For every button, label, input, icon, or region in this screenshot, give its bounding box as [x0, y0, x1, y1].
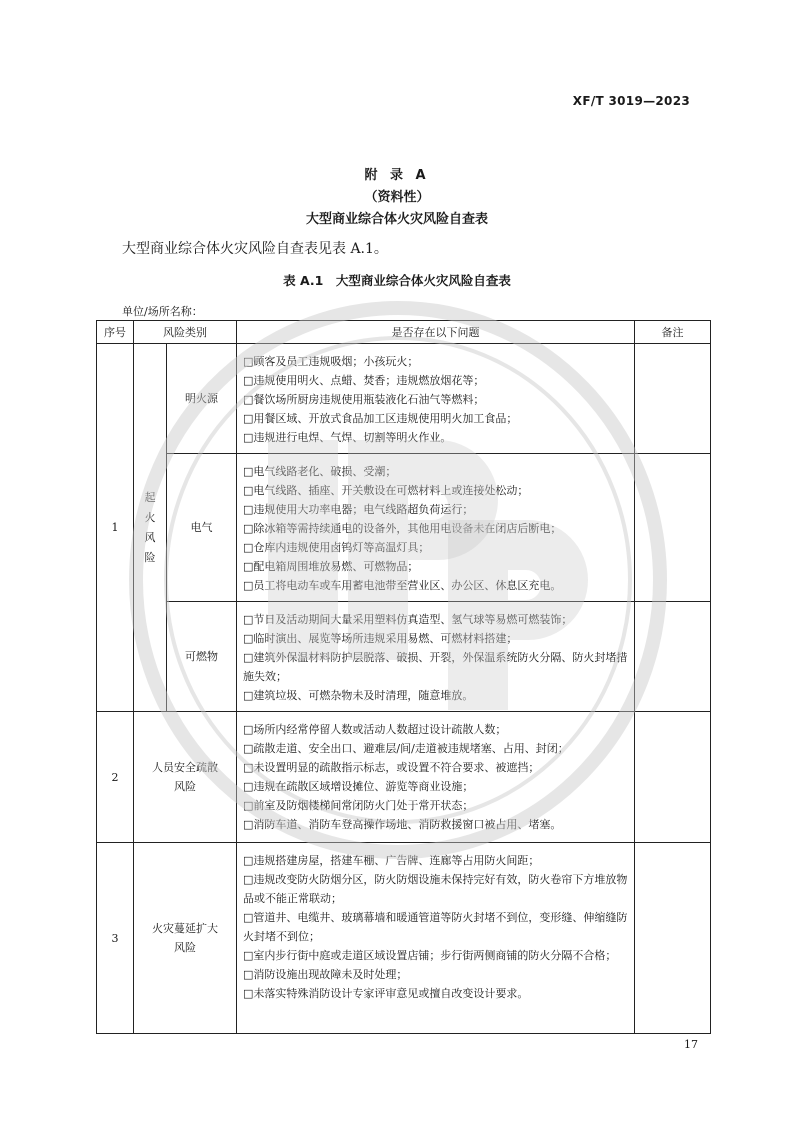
- category-line: 人员安全疏散: [152, 761, 218, 774]
- checklist-item: □消防设施出现故障未及时处理；: [243, 968, 408, 981]
- table-row: [97, 344, 711, 454]
- checklist-item: □配电箱周围堆放易燃、可燃物品；: [243, 560, 419, 573]
- items-cell: [237, 843, 635, 1034]
- header-no: 序号: [97, 321, 134, 344]
- checklist-item: □建筑外保温材料防护层脱落、破损、开裂，外保温系统防火分隔、防火封堵措施失效；: [243, 651, 628, 683]
- items-cell: [237, 454, 635, 602]
- header-question: 是否存在以下问题: [237, 321, 635, 344]
- checklist-item: □场所内经常停留人数或活动人数超过设计疏散人数；: [243, 723, 507, 736]
- checklist-item: □管道井、电缆井、玻璃幕墙和暖通管道等防火封堵不到位，变形缝、伸缩缝防火封堵不到位；: [243, 911, 628, 943]
- remark-cell: [635, 712, 711, 843]
- category-char: 火: [144, 510, 156, 524]
- subcategory-cell: 电气: [167, 454, 237, 602]
- category-char: 风: [144, 530, 156, 544]
- appendix-label: 附 录 A: [364, 168, 430, 183]
- checklist-item: □违规在疏散区域增设摊位、游览等商业设施；: [243, 780, 474, 793]
- category-cell: [134, 843, 237, 1034]
- category-cell: [134, 712, 237, 843]
- checklist-item: □未落实特殊消防设计专家评审意见或擅自改变设计要求。: [243, 987, 529, 1000]
- intro-paragraph: 大型商业综合体火灾风险自查表见表 A.1。: [122, 241, 388, 257]
- table-row: [97, 602, 711, 712]
- checklist-item: □临时演出、展览等场所违规采用易燃、可燃材料搭建；: [243, 632, 518, 645]
- checklist-item: □消防车道、消防车登高操作场地、消防救援窗口被占用、堵塞。: [243, 818, 562, 831]
- remark-cell: [635, 454, 711, 602]
- checklist-item: □建筑垃圾、可燃杂物未及时清理，随意堆放。: [243, 689, 474, 702]
- checklist-item: □顾客及员工违规吸烟；小孩玩火；: [243, 355, 419, 368]
- checklist-item: □未设置明显的疏散指示标志，或设置不符合要求、被遮挡；: [243, 761, 540, 774]
- table-row: [97, 843, 711, 1034]
- checklist-item: □室内步行街中庭或走道区域设置店铺；步行街两侧商铺的防火分隔不合格；: [243, 949, 617, 962]
- header-category: 风险类别: [134, 321, 237, 344]
- checklist-item: □前室及防烟楼梯间常闭防火门处于常开状态；: [243, 799, 474, 812]
- table-row: [97, 712, 711, 843]
- row-no: 1: [97, 344, 134, 712]
- checklist-item: □餐饮场所厨房违规使用瓶装液化石油气等燃料；: [243, 393, 485, 406]
- checklist-item: □用餐区域、开放式食品加工区违规使用明火加工食品；: [243, 412, 518, 425]
- subcategory-cell: 可燃物: [167, 602, 237, 712]
- checklist-item: □电气线路、插座、开关敷设在可燃材料上或连接处松动；: [243, 484, 529, 497]
- table-row: [97, 454, 711, 602]
- unit-label: 单位/场所名称：: [122, 305, 203, 318]
- checklist-item: □违规使用大功率电器；电气线路超负荷运行；: [243, 503, 474, 516]
- risk-checklist-table: [96, 320, 711, 1034]
- remark-cell: [635, 344, 711, 454]
- table-header-row: [97, 321, 711, 344]
- category-line: 火灾蔓延扩大: [152, 922, 218, 935]
- items-cell: [237, 602, 635, 712]
- standard-code: XF/T 3019—2023: [572, 94, 690, 108]
- category-cell: [134, 344, 167, 712]
- table-title: 表 A.1 大型商业综合体火灾风险自查表: [283, 273, 511, 288]
- row-no: 2: [97, 712, 134, 843]
- checklist-item: □违规搭建房屋，搭建车棚、广告牌、连廊等占用防火间距；: [243, 854, 540, 867]
- category-char: 险: [144, 550, 156, 564]
- checklist-item: □疏散走道、安全出口、避难层/间/走道被违规堵塞、占用、封闭；: [243, 742, 569, 755]
- category-line: 风险: [174, 780, 196, 793]
- remark-cell: [635, 602, 711, 712]
- category-line: 风险: [174, 941, 196, 954]
- checklist-item: □电气线路老化、破损、受潮；: [243, 465, 397, 478]
- row-no: 3: [97, 843, 134, 1034]
- subcategory-cell: 明火源: [167, 344, 237, 454]
- appendix-title: 大型商业综合体火灾风险自查表: [305, 212, 488, 227]
- checklist-item: □节日及活动期间大量采用塑料仿真造型、氢气球等易燃可燃装饰；: [243, 613, 573, 626]
- header-remark: 备注: [635, 321, 711, 344]
- checklist-item: □违规进行电焊、气焊、切割等明火作业。: [243, 431, 452, 444]
- checklist-item: □仓库内违规使用卤钨灯等高温灯具；: [243, 541, 430, 554]
- page-number: 17: [684, 1038, 698, 1051]
- items-cell: [237, 344, 635, 454]
- checklist-item: □违规改变防火防烟分区，防火防烟设施未保持完好有效，防火卷帘下方堆放物品或不能正常联动；: [243, 873, 628, 905]
- checklist-item: □员工将电动车或车用蓄电池带至营业区、办公区、休息区充电。: [243, 579, 562, 592]
- category-char: 起: [144, 490, 156, 504]
- remark-cell: [635, 843, 711, 1034]
- checklist-item: □除冰箱等需持续通电的设备外，其他用电设备未在闭店后断电；: [243, 522, 562, 535]
- appendix-nature: （资料性）: [364, 190, 430, 205]
- items-cell: [237, 712, 635, 843]
- checklist-item: □违规使用明火、点蜡、焚香；违规燃放烟花等；: [243, 374, 485, 387]
